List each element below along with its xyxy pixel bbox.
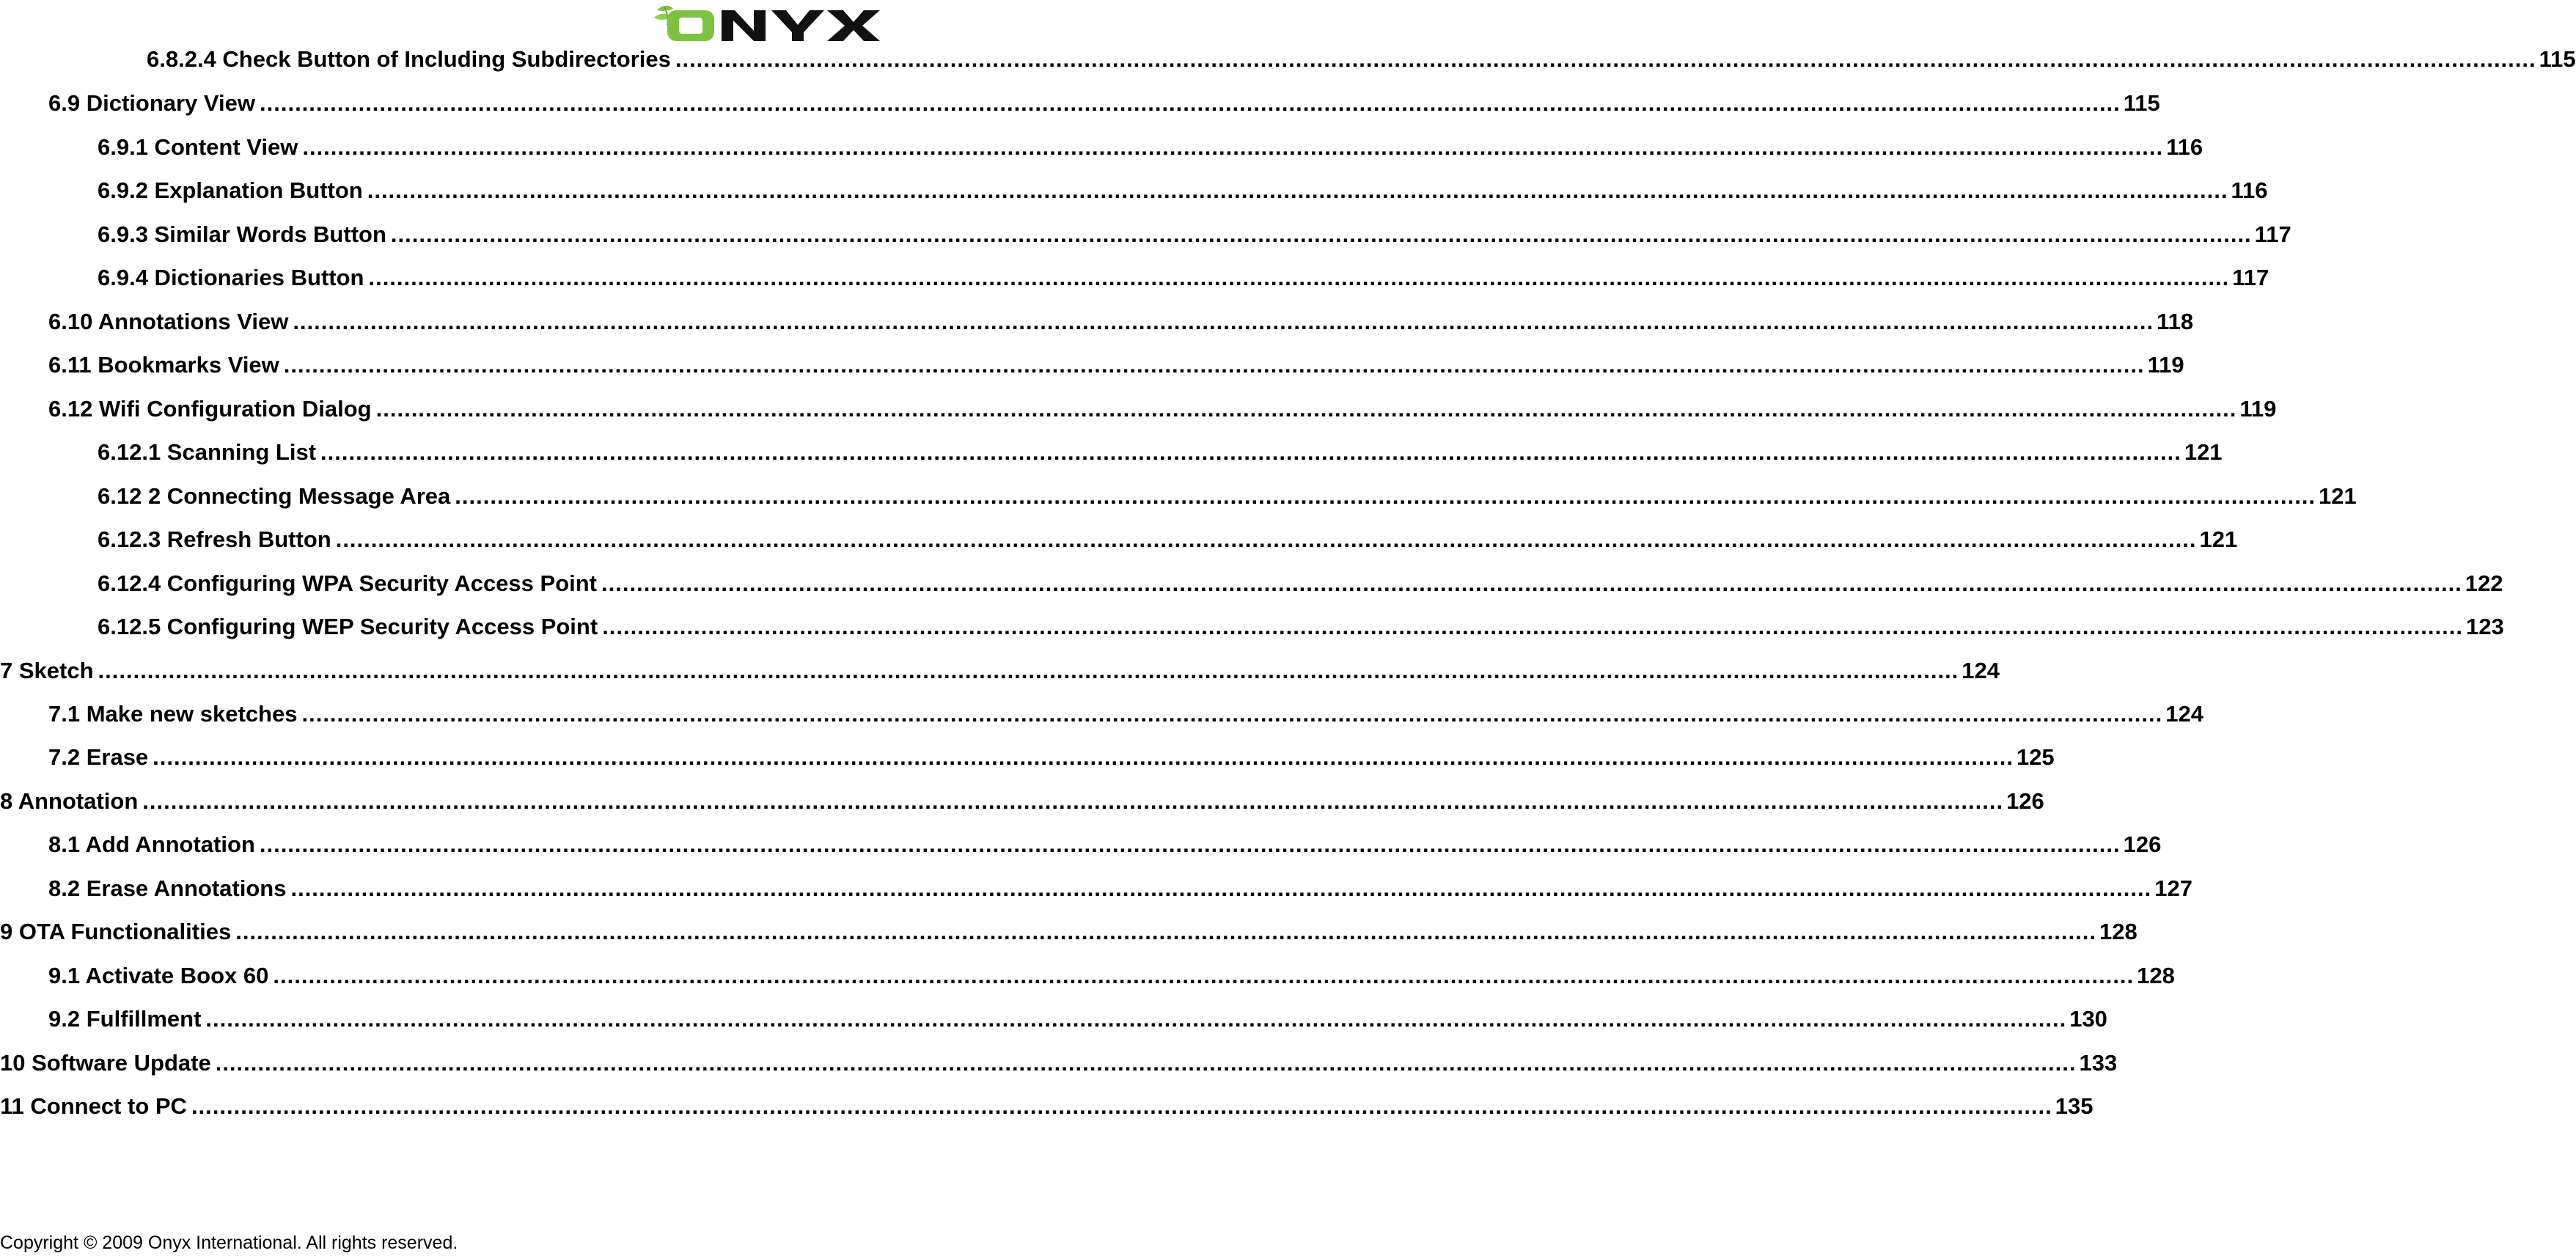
logo-letter-x	[827, 10, 880, 41]
toc-entry-page: 135	[2055, 1093, 2094, 1119]
toc-entry[interactable]	[0, 873, 2192, 905]
dot-leader	[391, 218, 2252, 251]
toc-entry[interactable]	[0, 436, 2223, 469]
toc-entry-title: 6.9.1 Content View	[98, 134, 298, 160]
toc-entry[interactable]	[0, 524, 2238, 556]
toc-entry-page: 127	[2154, 875, 2192, 901]
toc-entry-title: 6.9.3 Similar Words Button	[98, 221, 386, 247]
toc-entry-title: 6.10 Annotations View	[48, 309, 289, 334]
toc-entry[interactable]	[0, 43, 2576, 76]
dot-leader	[336, 524, 2197, 556]
toc-entry[interactable]	[0, 698, 2203, 730]
toc-entry-page: 119	[2239, 396, 2277, 422]
dot-leader	[367, 175, 2228, 207]
toc-entry-page: 116	[2166, 134, 2203, 160]
logo-letter-y	[771, 10, 824, 41]
toc-entry[interactable]	[0, 87, 2160, 120]
toc-entry[interactable]	[0, 175, 2268, 207]
toc-entry-page: 125	[2016, 744, 2055, 770]
toc-entry[interactable]	[0, 568, 2503, 600]
toc-entry[interactable]	[0, 655, 2000, 687]
copyright-footer: Copyright © 2009 Onyx International. All rights reserved.	[0, 1233, 458, 1253]
toc-entry-page: 116	[2231, 177, 2268, 203]
toc-entry-title: 6.12.1 Scanning List	[98, 439, 317, 465]
dot-leader	[293, 306, 2154, 338]
toc-entry-page: 121	[2184, 439, 2223, 465]
toc-entry-title: 8 Annotation	[0, 788, 139, 814]
dot-leader	[216, 1047, 2077, 1079]
dot-leader	[260, 829, 2121, 861]
toc-entry-title: 6.12.4 Configuring WPA Security Access Point	[98, 570, 598, 596]
toc-entry-page: 121	[2319, 483, 2357, 509]
toc-entry[interactable]	[0, 131, 2203, 164]
toc-entry-page: 130	[2069, 1006, 2107, 1032]
toc-entry-title: 10 Software Update	[0, 1050, 211, 1076]
toc-entry-page: 126	[2006, 788, 2044, 814]
dot-leader	[205, 1003, 2066, 1035]
toc-entry-title: 8.1 Add Annotation	[48, 831, 255, 857]
toc-entry-page: 115	[2123, 90, 2160, 116]
toc-entry[interactable]	[0, 349, 2184, 381]
dot-leader	[98, 655, 1959, 687]
toc-entry-title: 6.9 Dictionary View	[48, 90, 255, 116]
toc-entry[interactable]	[0, 741, 2055, 774]
toc-entry-page: 115	[2539, 46, 2576, 72]
dot-leader	[376, 393, 2237, 425]
toc-entry-title: 6.8.2.4 Check Button of Including Subdirectories	[147, 46, 671, 72]
dot-leader	[455, 480, 2316, 513]
toc-entry-page: 128	[2099, 919, 2138, 944]
toc-entry[interactable]	[0, 480, 2357, 513]
dot-leader	[142, 785, 2003, 818]
dot-leader	[290, 873, 2151, 905]
dot-leader	[191, 1090, 2052, 1123]
toc-entry-title: 9.2 Fulfillment	[48, 1006, 202, 1032]
toc-entry-title: 9 OTA Functionalities	[0, 919, 232, 944]
toc-entry-title: 7 Sketch	[0, 658, 94, 683]
toc-entry[interactable]	[0, 306, 2194, 338]
toc-entry[interactable]	[0, 262, 2269, 294]
toc-entry[interactable]	[0, 1047, 2118, 1079]
dot-leader	[601, 568, 2462, 600]
toc-entry[interactable]	[0, 393, 2277, 425]
dot-leader	[320, 436, 2181, 469]
toc-entry-title: 7.1 Make new sketches	[48, 701, 298, 727]
toc-entry[interactable]	[0, 960, 2175, 992]
toc-entry[interactable]	[0, 916, 2138, 948]
toc-entry-page: 126	[2123, 831, 2162, 857]
toc-entry-page: 133	[2079, 1050, 2118, 1076]
toc-entry-title: 7.2 Erase	[48, 744, 149, 770]
toc-entry-title: 6.11 Bookmarks View	[48, 352, 279, 378]
toc-entry-title: 6.12.3 Refresh Button	[98, 526, 331, 552]
dot-leader	[260, 87, 2121, 120]
dot-leader	[368, 262, 2229, 294]
toc-entry-page: 119	[2147, 352, 2184, 378]
toc-entry[interactable]	[0, 218, 2291, 251]
toc-entry-title: 6.9.4 Dictionaries Button	[98, 265, 364, 290]
toc-entry-page: 117	[2232, 265, 2269, 290]
toc-entry-title: 6.9.2 Explanation Button	[98, 177, 363, 203]
toc-entry[interactable]	[0, 1090, 2094, 1123]
toc-entry-page: 128	[2137, 963, 2175, 988]
toc-entry-page: 121	[2199, 526, 2238, 552]
dot-leader	[602, 611, 2463, 643]
toc-entry-page: 117	[2254, 221, 2291, 247]
logo-letter-n	[722, 10, 766, 41]
toc-entry-page: 124	[2165, 701, 2203, 727]
toc-entry-title: 11 Connect to PC	[0, 1093, 187, 1119]
toc-entry-page: 123	[2465, 614, 2504, 639]
dot-leader	[675, 43, 2536, 76]
dot-leader	[302, 131, 2163, 164]
toc-entry-title: 8.2 Erase Annotations	[48, 875, 287, 901]
toc-entry[interactable]	[0, 785, 2044, 818]
toc-entry-title: 9.1 Activate Boox 60	[48, 963, 269, 988]
toc-entry-page: 124	[1962, 658, 2000, 683]
toc-entry-title: 6.12 Wifi Configuration Dialog	[48, 396, 372, 422]
toc-entry[interactable]	[0, 1003, 2107, 1035]
toc-entry[interactable]	[0, 829, 2162, 861]
toc-entry-title: 6.12.5 Configuring WEP Security Access Point	[98, 614, 598, 639]
dot-leader	[235, 916, 2096, 948]
dot-leader	[301, 698, 2162, 730]
dot-leader	[153, 741, 2014, 774]
toc-entry-page: 122	[2465, 570, 2503, 596]
toc-entry-title: 6.12 2 Connecting Message Area	[98, 483, 451, 509]
onyx-logo	[651, 3, 880, 45]
toc-entry[interactable]	[0, 611, 2504, 643]
toc-entry-page: 118	[2157, 309, 2194, 334]
dot-leader	[284, 349, 2145, 381]
dot-leader	[273, 960, 2134, 992]
